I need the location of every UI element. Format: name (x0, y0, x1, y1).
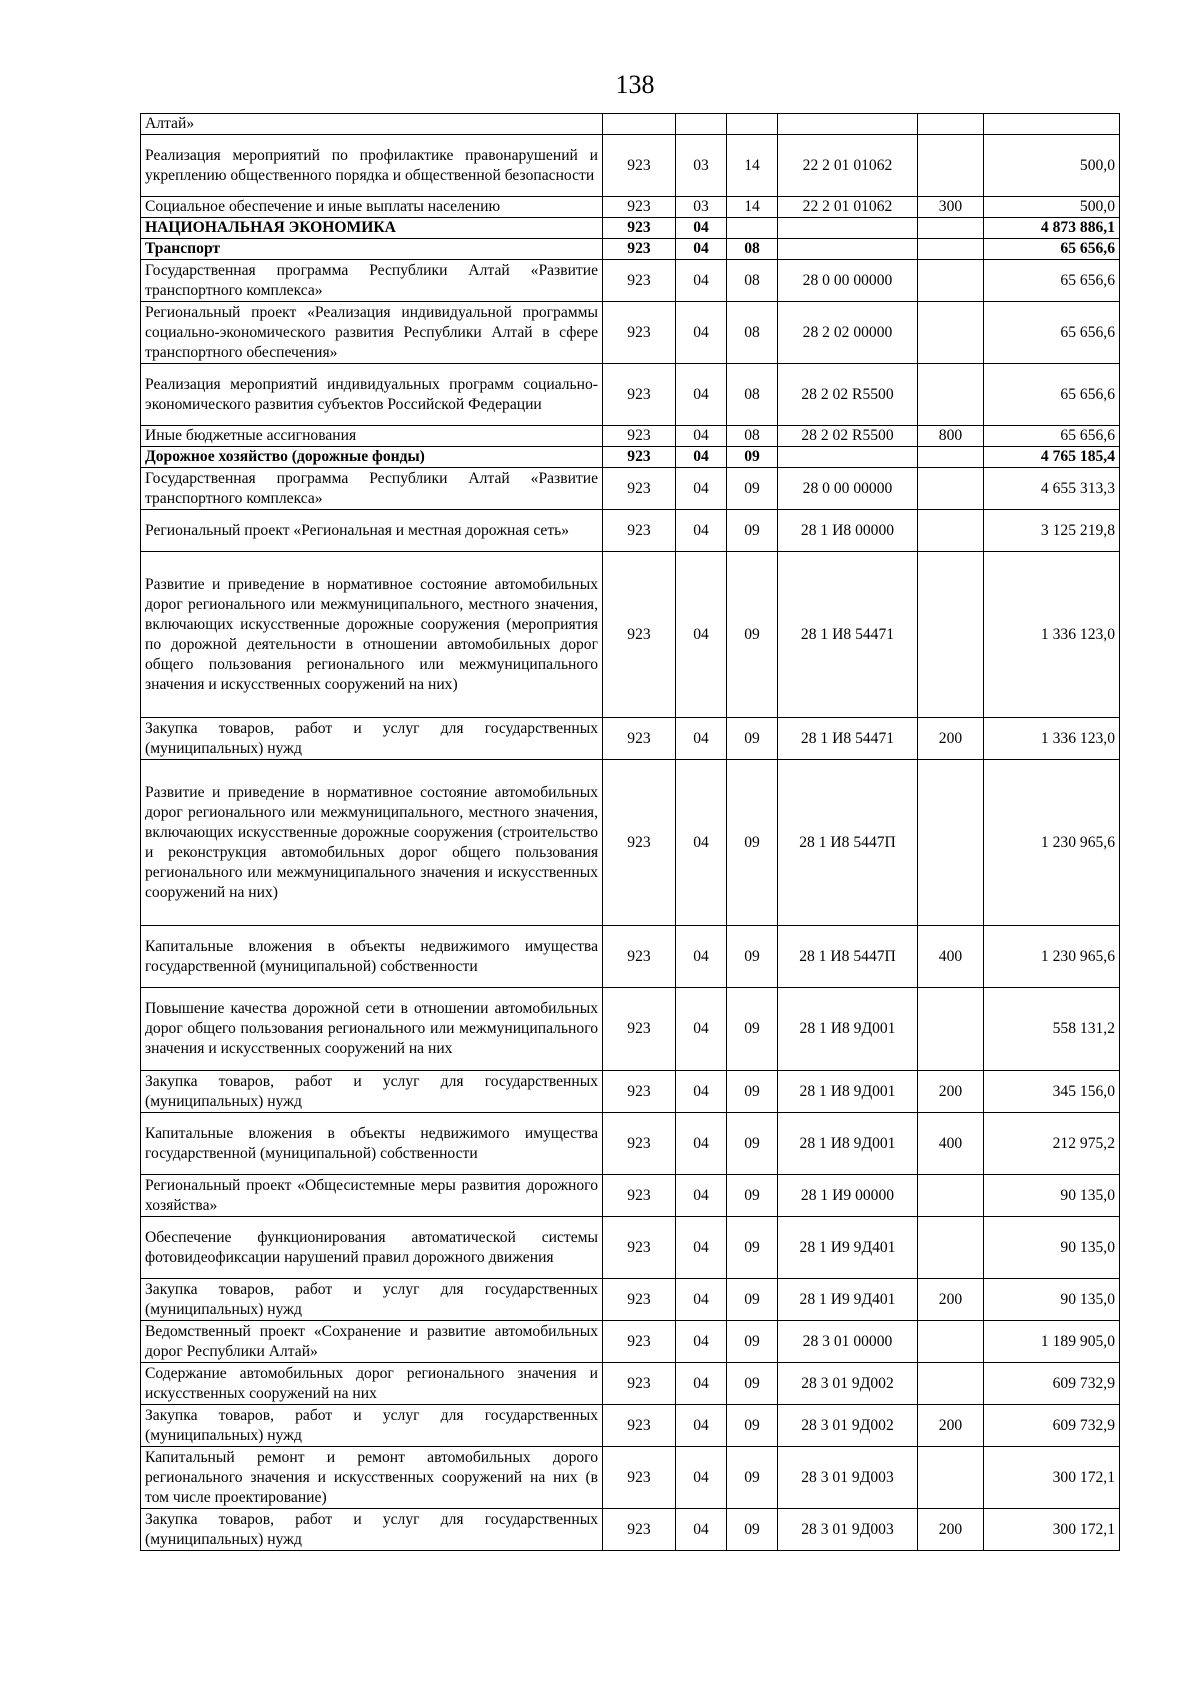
cell-subsection: 09 (727, 552, 778, 718)
cell-subsection: 14 (727, 197, 778, 218)
cell-amount: 300 172,1 (984, 1509, 1120, 1551)
cell-name: Региональный проект «Реализация индивидуальной программы социально-экономического развития Республики Алтай в сфере транспортного обеспечения» (141, 302, 603, 364)
cell-section: 04 (676, 760, 727, 926)
cell-section: 04 (676, 926, 727, 988)
cell-section: 03 (676, 135, 727, 197)
cell-grbs: 923 (603, 197, 676, 218)
cell-grbs (603, 114, 676, 135)
cell-target-article: 28 1 И8 9Д001 (778, 1071, 918, 1113)
cell-section: 04 (676, 447, 727, 468)
cell-subsection: 09 (727, 447, 778, 468)
cell-subsection: 09 (727, 760, 778, 926)
cell-expense-type: 200 (918, 1279, 984, 1321)
cell-name: Реализация мероприятий индивидуальных программ социально-экономического развития субъектов Российской Федерации (141, 364, 603, 426)
cell-section: 04 (676, 1321, 727, 1363)
cell-name: Государственная программа Республики Алтай «Развитие транспортного комплекса» (141, 468, 603, 510)
cell-target-article: 28 2 02 R5500 (778, 426, 918, 447)
cell-amount: 609 732,9 (984, 1405, 1120, 1447)
cell-amount: 212 975,2 (984, 1113, 1120, 1175)
cell-subsection: 09 (727, 1071, 778, 1113)
cell-name: Закупка товаров, работ и услуг для государственных (муниципальных) нужд (141, 718, 603, 760)
cell-section: 04 (676, 1217, 727, 1279)
cell-section: 04 (676, 302, 727, 364)
table-row (141, 1363, 1120, 1405)
cell-amount (984, 114, 1120, 135)
cell-subsection: 09 (727, 1321, 778, 1363)
cell-amount: 4 873 886,1 (984, 218, 1120, 239)
cell-target-article: 28 2 02 00000 (778, 302, 918, 364)
cell-expense-type (918, 447, 984, 468)
cell-amount: 90 135,0 (984, 1175, 1120, 1217)
cell-subsection: 08 (727, 239, 778, 260)
cell-subsection: 09 (727, 510, 778, 552)
table-row (141, 510, 1120, 552)
cell-grbs: 923 (603, 1175, 676, 1217)
cell-name: Транспорт (141, 239, 603, 260)
cell-subsection: 09 (727, 1175, 778, 1217)
cell-grbs: 923 (603, 1509, 676, 1551)
cell-name: Закупка товаров, работ и услуг для государственных (муниципальных) нужд (141, 1509, 603, 1551)
cell-amount: 1 336 123,0 (984, 718, 1120, 760)
cell-amount: 65 656,6 (984, 260, 1120, 302)
budget-table (140, 113, 1120, 1551)
cell-amount: 345 156,0 (984, 1071, 1120, 1113)
cell-target-article: 28 1 И9 9Д401 (778, 1217, 918, 1279)
table-row (141, 302, 1120, 364)
cell-grbs: 923 (603, 1363, 676, 1405)
cell-expense-type: 200 (918, 718, 984, 760)
cell-amount: 609 732,9 (984, 1363, 1120, 1405)
table-row (141, 1113, 1120, 1175)
cell-expense-type: 200 (918, 1071, 984, 1113)
cell-section: 04 (676, 718, 727, 760)
cell-section: 04 (676, 239, 727, 260)
cell-target-article: 28 0 00 00000 (778, 260, 918, 302)
cell-section: 03 (676, 197, 727, 218)
cell-subsection: 09 (727, 1447, 778, 1509)
table-row (141, 1279, 1120, 1321)
cell-amount: 1 336 123,0 (984, 552, 1120, 718)
cell-grbs: 923 (603, 718, 676, 760)
cell-name: Социальное обеспечение и иные выплаты населению (141, 197, 603, 218)
cell-expense-type: 200 (918, 1509, 984, 1551)
cell-name: Ведомственный проект «Сохранение и развитие автомобильных дорог Республики Алтай» (141, 1321, 603, 1363)
cell-section: 04 (676, 468, 727, 510)
cell-amount: 4 655 313,3 (984, 468, 1120, 510)
cell-subsection: 09 (727, 1363, 778, 1405)
cell-expense-type (918, 114, 984, 135)
cell-target-article: 28 1 И9 9Д401 (778, 1279, 918, 1321)
cell-amount: 500,0 (984, 197, 1120, 218)
cell-section: 04 (676, 260, 727, 302)
cell-grbs: 923 (603, 1447, 676, 1509)
cell-expense-type (918, 760, 984, 926)
cell-section: 04 (676, 218, 727, 239)
cell-name: НАЦИОНАЛЬНАЯ ЭКОНОМИКА (141, 218, 603, 239)
page-number: 138 (615, 70, 655, 99)
table-row (141, 1071, 1120, 1113)
cell-section: 04 (676, 1447, 727, 1509)
table-row (141, 426, 1120, 447)
cell-target-article: 28 0 00 00000 (778, 468, 918, 510)
cell-target-article: 28 1 И8 5447П (778, 760, 918, 926)
cell-name: Дорожное хозяйство (дорожные фонды) (141, 447, 603, 468)
cell-name: Повышение качества дорожной сети в отношении автомобильных дорог общего пользования регионального или межмуниципального значения и искусственных сооружений на них (141, 988, 603, 1071)
cell-target-article: 28 3 01 00000 (778, 1321, 918, 1363)
table-row (141, 552, 1120, 718)
cell-name: Государственная программа Республики Алтай «Развитие транспортного комплекса» (141, 260, 603, 302)
cell-amount: 65 656,6 (984, 239, 1120, 260)
cell-expense-type (918, 1447, 984, 1509)
cell-target-article: 22 2 01 01062 (778, 135, 918, 197)
table-row (141, 926, 1120, 988)
table-row (141, 1509, 1120, 1551)
cell-name: Обеспечение функционирования автоматической системы фотовидеофиксации нарушений правил дорожного движения (141, 1217, 603, 1279)
cell-amount: 1 189 905,0 (984, 1321, 1120, 1363)
cell-grbs: 923 (603, 1217, 676, 1279)
cell-amount: 90 135,0 (984, 1217, 1120, 1279)
cell-target-article: 28 3 01 9Д002 (778, 1405, 918, 1447)
cell-grbs: 923 (603, 218, 676, 239)
table-row (141, 988, 1120, 1071)
cell-section: 04 (676, 426, 727, 447)
cell-grbs: 923 (603, 135, 676, 197)
cell-expense-type (918, 1363, 984, 1405)
cell-grbs: 923 (603, 364, 676, 426)
cell-grbs: 923 (603, 447, 676, 468)
table-row (141, 197, 1120, 218)
cell-grbs: 923 (603, 552, 676, 718)
cell-name: Региональный проект «Региональная и местная дорожная сеть» (141, 510, 603, 552)
cell-section: 04 (676, 1363, 727, 1405)
table-row (141, 1175, 1120, 1217)
cell-section: 04 (676, 1071, 727, 1113)
cell-amount: 65 656,6 (984, 364, 1120, 426)
cell-name: Закупка товаров, работ и услуг для государственных (муниципальных) нужд (141, 1071, 603, 1113)
table-row (141, 1405, 1120, 1447)
table-body (141, 114, 1120, 1551)
cell-expense-type: 300 (918, 197, 984, 218)
table-row (141, 218, 1120, 239)
cell-subsection: 09 (727, 1279, 778, 1321)
cell-name: Закупка товаров, работ и услуг для государственных (муниципальных) нужд (141, 1279, 603, 1321)
cell-subsection: 09 (727, 1217, 778, 1279)
cell-target-article: 28 1 И8 00000 (778, 510, 918, 552)
cell-target-article: 22 2 01 01062 (778, 197, 918, 218)
cell-expense-type (918, 302, 984, 364)
cell-amount: 90 135,0 (984, 1279, 1120, 1321)
cell-amount: 300 172,1 (984, 1447, 1120, 1509)
cell-expense-type (918, 988, 984, 1071)
cell-expense-type (918, 552, 984, 718)
cell-grbs: 923 (603, 988, 676, 1071)
cell-subsection: 09 (727, 1405, 778, 1447)
cell-section (676, 114, 727, 135)
cell-subsection: 08 (727, 260, 778, 302)
cell-grbs: 923 (603, 760, 676, 926)
cell-section: 04 (676, 510, 727, 552)
cell-target-article: 28 1 И8 5447П (778, 926, 918, 988)
cell-expense-type: 200 (918, 1405, 984, 1447)
cell-subsection: 09 (727, 988, 778, 1071)
table-row (141, 135, 1120, 197)
cell-amount: 4 765 185,4 (984, 447, 1120, 468)
cell-name: Капитальный ремонт и ремонт автомобильных дорого регионального значения и искусственных сооружений на них (в том числе проектирование) (141, 1447, 603, 1509)
cell-target-article: 28 3 01 9Д002 (778, 1363, 918, 1405)
cell-grbs: 923 (603, 426, 676, 447)
cell-name: Капитальные вложения в объекты недвижимого имущества государственной (муниципальной) собственности (141, 926, 603, 988)
table-row (141, 1217, 1120, 1279)
cell-target-article (778, 447, 918, 468)
cell-name: Развитие и приведение в нормативное состояние автомобильных дорог регионального или межмуниципального, местного значения, включающих искусственные дорожные сооружения (мероприятия по дорожной деятельности в отношении автомобильных дорог общего пользования регионального или межмуниципального значения и искусственных сооружений на них) (141, 552, 603, 718)
cell-name: Реализация мероприятий по профилактике правонарушений и укреплению общественного порядка и общественной безопасности (141, 135, 603, 197)
cell-grbs: 923 (603, 1113, 676, 1175)
cell-subsection: 09 (727, 468, 778, 510)
cell-subsection: 08 (727, 302, 778, 364)
cell-expense-type: 400 (918, 926, 984, 988)
cell-amount: 65 656,6 (984, 426, 1120, 447)
cell-target-article: 28 1 И8 54471 (778, 718, 918, 760)
cell-grbs: 923 (603, 302, 676, 364)
cell-expense-type (918, 1321, 984, 1363)
cell-grbs: 923 (603, 1071, 676, 1113)
cell-subsection: 09 (727, 718, 778, 760)
cell-amount: 1 230 965,6 (984, 926, 1120, 988)
cell-amount: 3 125 219,8 (984, 510, 1120, 552)
cell-grbs: 923 (603, 1279, 676, 1321)
cell-subsection: 08 (727, 364, 778, 426)
cell-name: Развитие и приведение в нормативное состояние автомобильных дорог регионального или межмуниципального, местного значения, включающих искусственные дорожные сооружения (строительство и реконструкция автомобильных дорог общего пользования регионального или межмуниципального значения и искусственных сооружений на них) (141, 760, 603, 926)
cell-name: Региональный проект «Общесистемные меры развития дорожного хозяйства» (141, 1175, 603, 1217)
cell-grbs: 923 (603, 926, 676, 988)
cell-subsection (727, 114, 778, 135)
cell-grbs: 923 (603, 468, 676, 510)
cell-amount: 500,0 (984, 135, 1120, 197)
cell-expense-type (918, 468, 984, 510)
cell-section: 04 (676, 1509, 727, 1551)
table-row (141, 114, 1120, 135)
cell-section: 04 (676, 1113, 727, 1175)
cell-amount: 65 656,6 (984, 302, 1120, 364)
cell-expense-type (918, 239, 984, 260)
cell-target-article (778, 239, 918, 260)
cell-target-article: 28 1 И9 00000 (778, 1175, 918, 1217)
cell-subsection: 09 (727, 926, 778, 988)
cell-section: 04 (676, 364, 727, 426)
table-row (141, 718, 1120, 760)
cell-name: Алтай» (141, 114, 603, 135)
cell-expense-type (918, 218, 984, 239)
cell-name: Закупка товаров, работ и услуг для государственных (муниципальных) нужд (141, 1405, 603, 1447)
cell-section: 04 (676, 988, 727, 1071)
table-row (141, 447, 1120, 468)
cell-section: 04 (676, 552, 727, 718)
cell-expense-type (918, 510, 984, 552)
cell-amount: 1 230 965,6 (984, 760, 1120, 926)
cell-target-article (778, 218, 918, 239)
cell-subsection: 09 (727, 1509, 778, 1551)
cell-name: Капитальные вложения в объекты недвижимого имущества государственной (муниципальной) собственности (141, 1113, 603, 1175)
cell-name: Иные бюджетные ассигнования (141, 426, 603, 447)
cell-target-article: 28 3 01 9Д003 (778, 1509, 918, 1551)
cell-grbs: 923 (603, 239, 676, 260)
cell-grbs: 923 (603, 1321, 676, 1363)
cell-expense-type (918, 260, 984, 302)
cell-expense-type: 400 (918, 1113, 984, 1175)
cell-expense-type (918, 364, 984, 426)
cell-subsection: 08 (727, 426, 778, 447)
cell-section: 04 (676, 1175, 727, 1217)
cell-subsection: 09 (727, 1113, 778, 1175)
cell-subsection (727, 218, 778, 239)
cell-target-article: 28 3 01 9Д003 (778, 1447, 918, 1509)
table-row (141, 260, 1120, 302)
table-row (141, 239, 1120, 260)
cell-target-article: 28 1 И8 9Д001 (778, 988, 918, 1071)
table-row (141, 1447, 1120, 1509)
cell-target-article (778, 114, 918, 135)
cell-amount: 558 131,2 (984, 988, 1120, 1071)
cell-target-article: 28 2 02 R5500 (778, 364, 918, 426)
cell-expense-type (918, 1217, 984, 1279)
cell-name: Содержание автомобильных дорог регионального значения и искусственных сооружений на них (141, 1363, 603, 1405)
cell-expense-type (918, 1175, 984, 1217)
cell-section: 04 (676, 1405, 727, 1447)
cell-subsection: 14 (727, 135, 778, 197)
cell-grbs: 923 (603, 1405, 676, 1447)
table-row (141, 760, 1120, 926)
cell-section: 04 (676, 1279, 727, 1321)
cell-target-article: 28 1 И8 9Д001 (778, 1113, 918, 1175)
cell-grbs: 923 (603, 260, 676, 302)
table-row (141, 1321, 1120, 1363)
table-row (141, 468, 1120, 510)
cell-expense-type (918, 135, 984, 197)
cell-grbs: 923 (603, 510, 676, 552)
cell-expense-type: 800 (918, 426, 984, 447)
table-row (141, 364, 1120, 426)
cell-target-article: 28 1 И8 54471 (778, 552, 918, 718)
